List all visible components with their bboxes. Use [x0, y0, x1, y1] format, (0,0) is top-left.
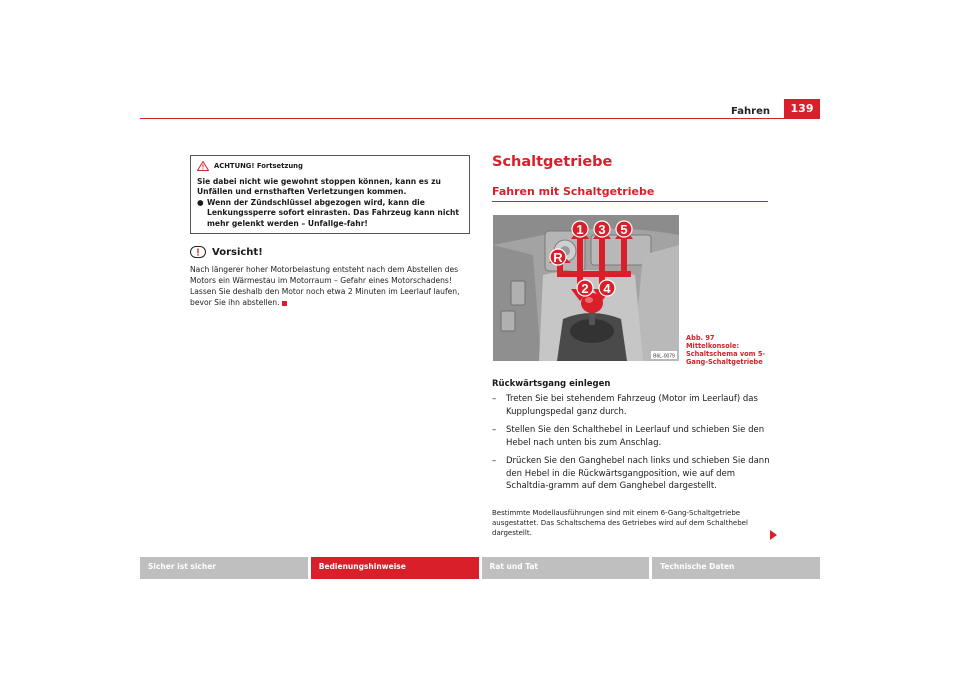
six-gear-note: Bestimmte Modellausführungen sind mit einem 6-Gang-Schaltgetriebe ausgestattet. Das Schaltschema des Getriebes wird auf dem Schalthebel dargestellt.: [492, 509, 748, 537]
header-divider: [140, 118, 820, 119]
reverse-steps-list: [492, 393, 772, 499]
section-end-marker: [282, 301, 287, 306]
subtitle-divider: [492, 201, 768, 202]
footer-tab-sicher[interactable]: Sicher ist sicher: [140, 557, 308, 579]
gear-r-label: R: [553, 250, 563, 265]
caution-text: Nach längerer hoher Motorbelastung entsteht nach dem Abstellen des Motors ein Wärmestau im Motorraum – Gefahr eines Motorschadens! Lassen Sie deshalb den Motor noch etwa 2 Minuten im Leerlauf laufen, bevor Sie ihn abstellen.: [190, 265, 460, 307]
step-text: Drücken Sie den Ganghebel nach links und schieben Sie dann den Hebel in die Rückwärtsgangposition, wie auf dem Schaltdia-gramm auf dem Ganghebel dargestellt.: [506, 456, 770, 491]
caution-title: Vorsicht!: [212, 247, 263, 258]
next-page-arrow-icon[interactable]: [770, 530, 777, 540]
gear-3-label: 3: [598, 222, 606, 237]
warning-text: Sie dabei nicht wie gewohnt stoppen können, kann es zu Unfällen und ernsthaften Verletzungen kommen.: [197, 176, 441, 196]
gear-4-label: 4: [603, 281, 611, 296]
step-dash: –: [492, 456, 497, 466]
page-number: 139: [784, 99, 820, 118]
gear-diagram-figure: [493, 215, 679, 361]
warning-triangle-icon: [197, 161, 209, 171]
gear-1-label: 1: [576, 222, 584, 237]
footer-nav: [140, 557, 820, 579]
step-text: Treten Sie bei stehendem Fahrzeug (Motor im Leerlauf) das Kupplungspedal ganz durch.: [506, 394, 758, 417]
footer-tab-rat-und-tat[interactable]: Rat und Tat: [482, 557, 650, 579]
section-title: Schaltgetriebe: [492, 154, 613, 170]
step-text: Stellen Sie den Schalthebel in Leerlauf und schieben Sie den Hebel nach unten bis zum Anschlag.: [506, 425, 765, 448]
gear-2-label: 2: [581, 281, 589, 296]
figure-caption: Abb. 97 Mittelkonsole: Schaltschema vom 5-Gang-Schaltgetriebe: [686, 334, 766, 366]
warning-heading: [197, 161, 463, 172]
warning-bullet-item: [197, 198, 463, 230]
footer-tab-bedienungshinweise[interactable]: Bedienungshinweise: [311, 557, 479, 579]
page-header-title: Fahren: [731, 106, 770, 117]
list-item: [492, 455, 772, 493]
list-item: [492, 393, 772, 418]
warning-title: ACHTUNG! Fortsetzung: [214, 162, 303, 170]
reverse-gear-heading: Rückwärtsgang einlegen: [492, 379, 611, 389]
list-item: [492, 424, 772, 449]
warning-bullet-text: Wenn der Zündschlüssel abgezogen wird, kann die Lenkungssperre sofort einrasten. Das Fahrzeug kann nicht mehr gelenkt werden – Unfallge-fahr!: [207, 197, 459, 228]
section-subtitle: Fahren mit Schaltgetriebe: [492, 185, 655, 198]
caution-text-block: [190, 264, 472, 308]
bullet-dot-icon: ●: [197, 197, 204, 207]
figure-code: B6L-0079: [653, 353, 675, 360]
caution-exclamation-icon: [190, 246, 206, 259]
footer-tab-technische-daten[interactable]: Technische Daten: [652, 557, 820, 579]
warning-box: [190, 155, 470, 234]
step-dash: –: [492, 394, 497, 404]
step-dash: –: [492, 425, 497, 435]
gear-5-label: 5: [620, 222, 628, 237]
caution-heading: [190, 246, 263, 259]
gear-labels-overlay: [493, 215, 679, 361]
